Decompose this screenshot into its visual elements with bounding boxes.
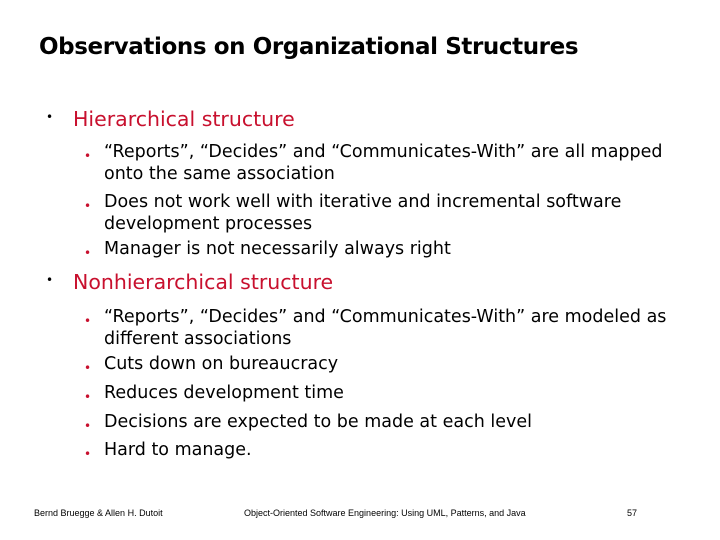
bullet-icon: • bbox=[84, 361, 92, 375]
bullet-icon: • bbox=[84, 199, 92, 213]
list-item-text: Cuts down on bureaucracy bbox=[104, 354, 339, 374]
footer-authors: Bernd Bruegge & Allen H. Dutoit bbox=[34, 508, 163, 518]
bullet-icon: • bbox=[84, 419, 92, 433]
footer-book-title: Object-Oriented Software Engineering: Using UML, Patterns, and Java bbox=[244, 508, 526, 518]
bullet-icon: • bbox=[46, 110, 54, 124]
bullet-icon: • bbox=[84, 149, 92, 163]
list-item-text: “Reports”, “Decides” and “Communicates-With” are all mapped onto the same association bbox=[104, 142, 663, 184]
bullet-icon: • bbox=[84, 447, 92, 461]
list-item-text: Does not work well with iterative and incremental software development processes bbox=[104, 192, 622, 234]
list-item-text: Reduces development time bbox=[104, 383, 344, 403]
bullet-icon: • bbox=[46, 273, 54, 287]
bullet-icon: • bbox=[84, 390, 92, 404]
bullet-icon: • bbox=[84, 246, 92, 260]
list-item-text: Hard to manage. bbox=[104, 440, 252, 460]
list-item-text: “Reports”, “Decides” and “Communicates-With” are modeled as different associations bbox=[104, 307, 667, 349]
list-item-text: Manager is not necessarily always right bbox=[104, 239, 451, 259]
bullet-icon: • bbox=[84, 314, 92, 328]
slide-title: Observations on Organizational Structures bbox=[39, 34, 579, 60]
section-heading-label: Hierarchical structure bbox=[73, 107, 295, 131]
section-heading-label: Nonhierarchical structure bbox=[73, 270, 334, 294]
page-number: 57 bbox=[627, 508, 638, 518]
list-item-text: Decisions are expected to be made at each level bbox=[104, 412, 532, 432]
